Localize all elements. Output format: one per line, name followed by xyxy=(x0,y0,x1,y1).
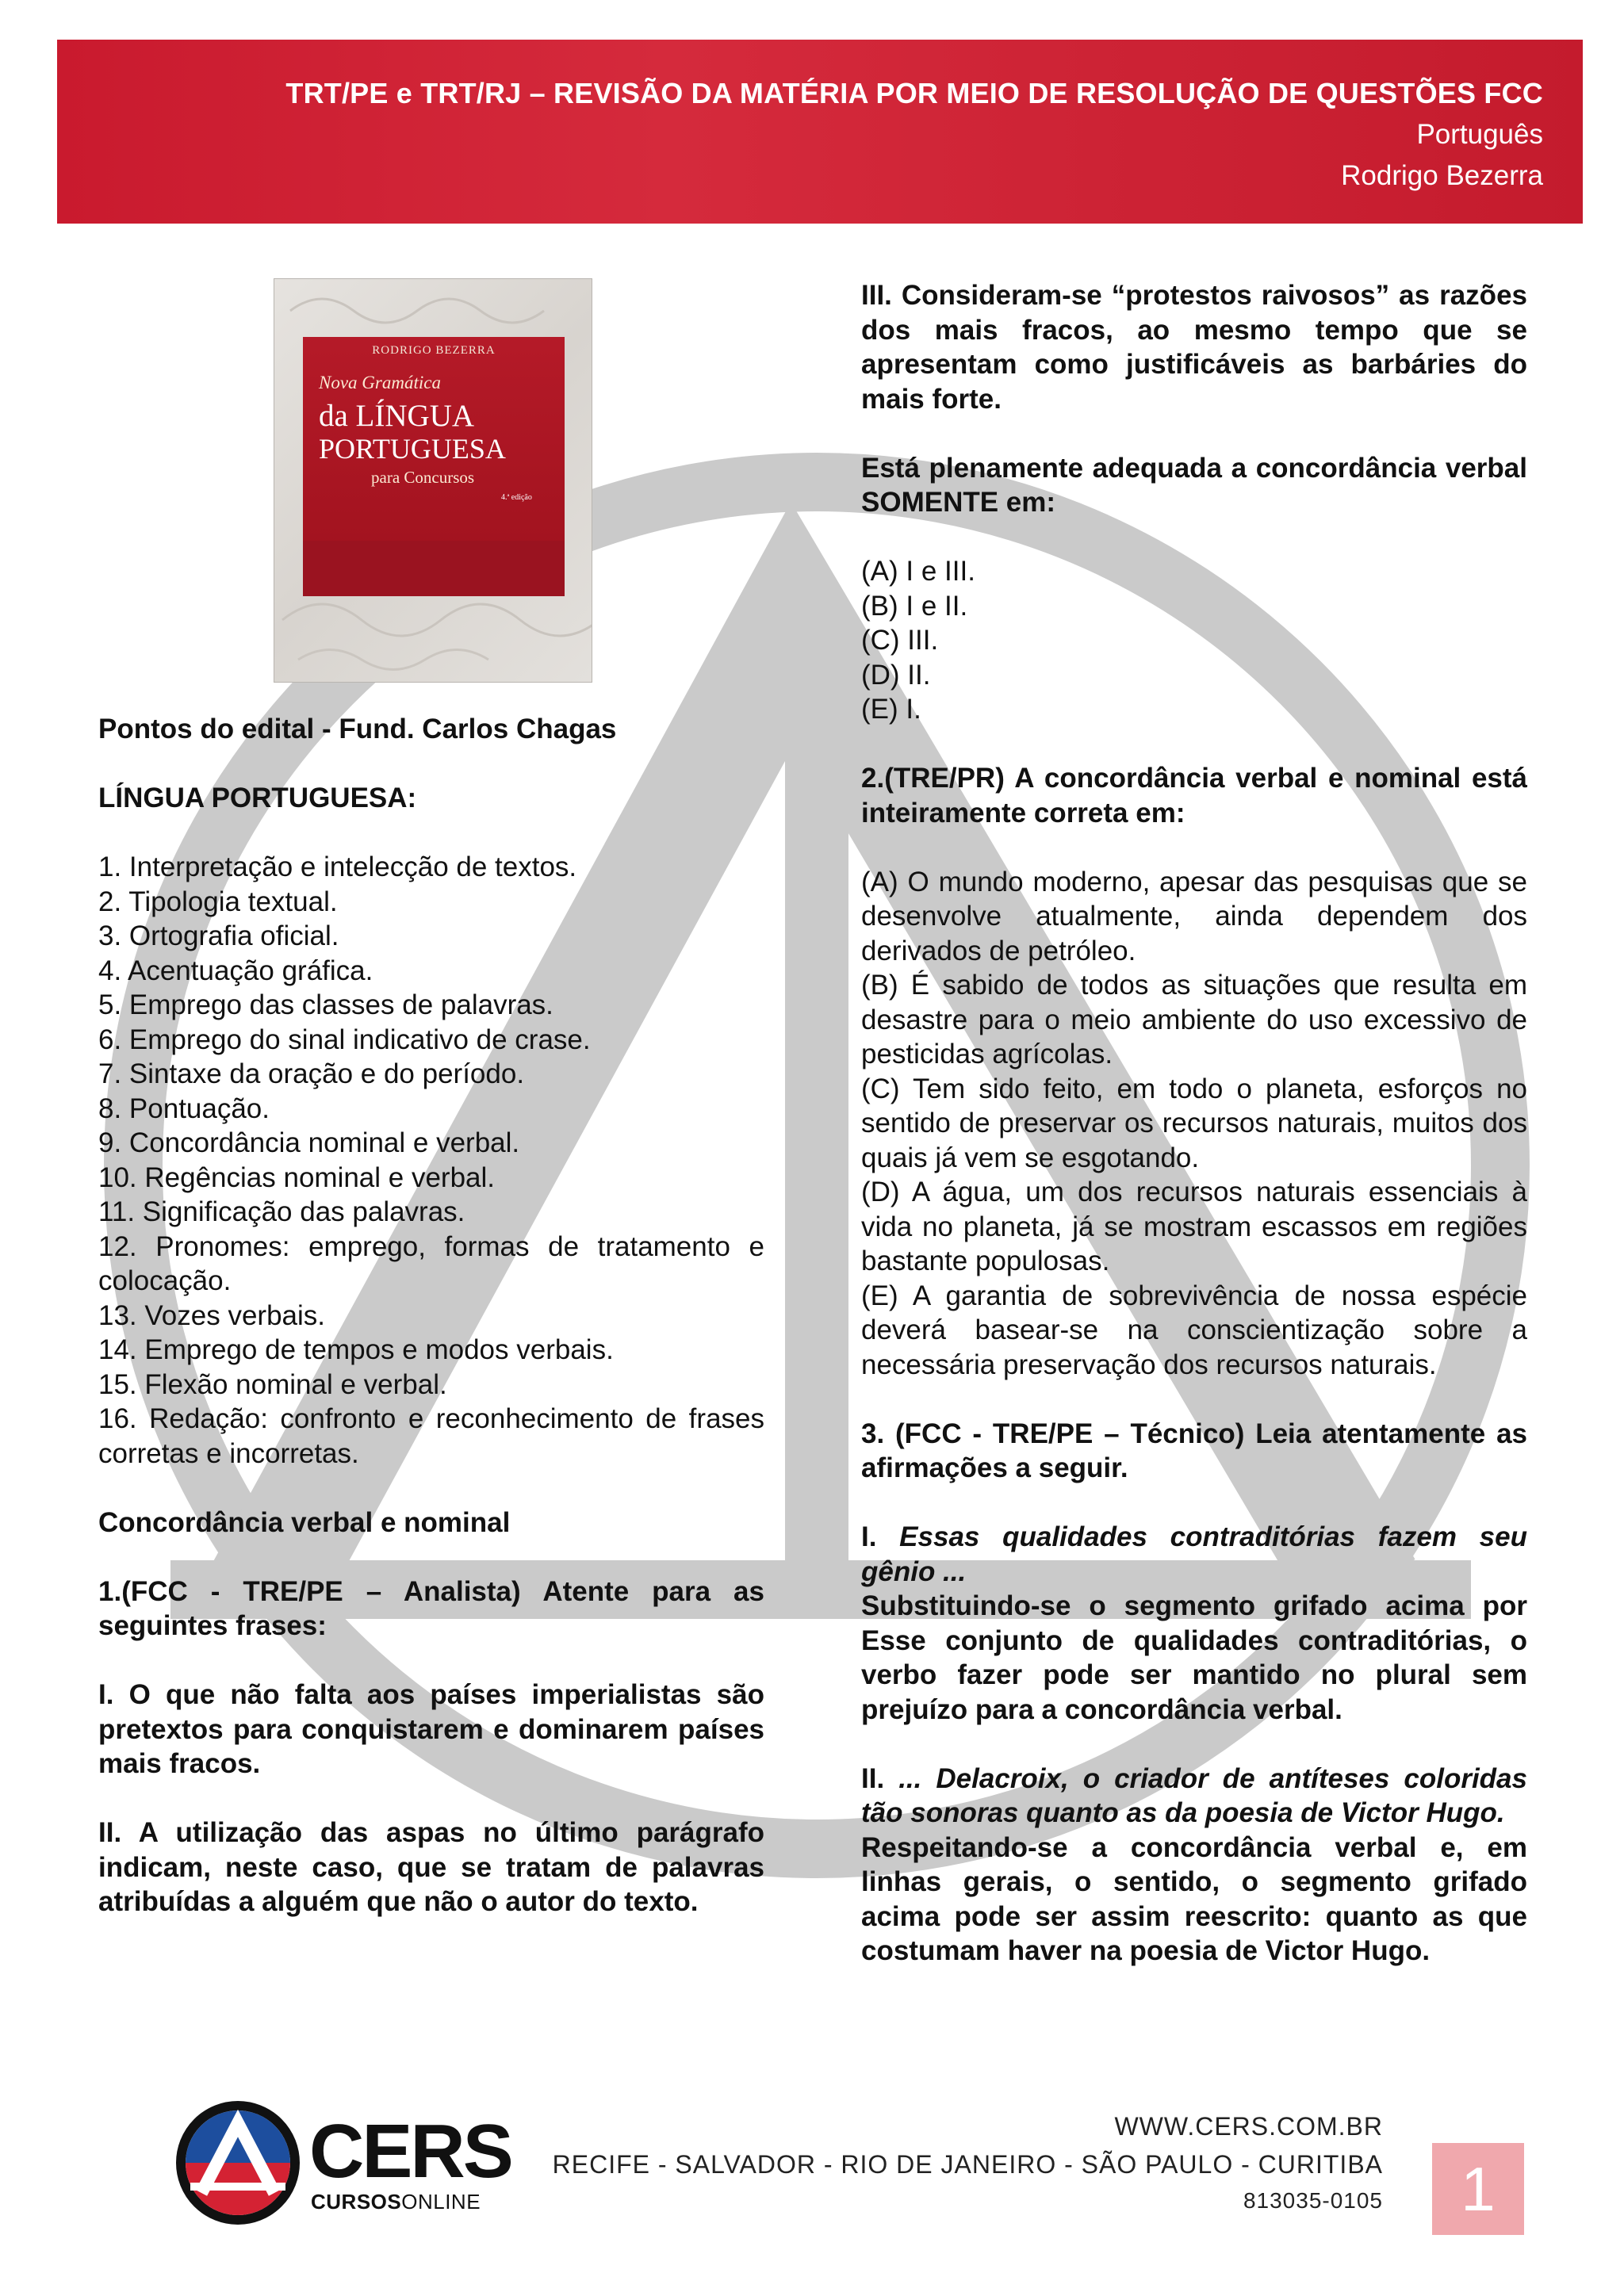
book-edition: 4.ª edição xyxy=(501,493,532,502)
list-item: 10. Regências nominal e verbal. xyxy=(98,1161,496,1193)
footer-brand: CERS xyxy=(309,2109,511,2194)
question-1-option: (A) I e III. xyxy=(861,556,975,587)
cover-blurb-box xyxy=(303,541,565,596)
book-title-line4: para Concursos xyxy=(371,468,475,487)
question-2-option-e: (E) A garantia de sobrevivência de nossa espécie deverá basear-se na conscientização sobre a necessária preservação dos recursos naturais. xyxy=(861,1280,1527,1380)
edital-list xyxy=(98,850,764,1471)
question-1-statement-ii: II. A utilização das aspas no último parágrafo indicam, neste caso, que se tratam de palavras atribuídas a alguém que não o autor do texto. xyxy=(98,1817,764,1917)
question-2-option-b: (B) É sabido de todos as situações que resulta em desastre para o meio ambiente do uso excessivo de pesticidas agrícolas. xyxy=(861,970,1527,1070)
question-1-option: (B) I e II. xyxy=(861,590,968,622)
header-title: TRT/PE e TRT/RJ – REVISÃO DA MATÉRIA POR MEIO DE RESOLUÇÃO DE QUESTÕES FCC xyxy=(285,77,1543,109)
question-1-option: (D) II. xyxy=(861,659,931,691)
statement-label: II. xyxy=(861,1762,899,1794)
list-item: 16. Redação: confronto e reconhecimento de frases corretas e incorretas. xyxy=(98,1403,764,1469)
underlined-segment: Essas qualidades contraditórias fazem seu gênio ... xyxy=(861,1521,1527,1587)
list-item: 6. Emprego do sinal indicativo de crase. xyxy=(98,1024,591,1055)
underlined-segment: ... Delacroix, o criador de antíteses coloridas tão sonoras quanto as da poesia de Victor Hugo. xyxy=(861,1762,1527,1828)
list-item: 7. Sintaxe da oração e do período. xyxy=(98,1058,525,1089)
list-item: 4. Acentuação gráfica. xyxy=(98,955,373,986)
question-1-prompt: 1.(FCC - TRE/PE – Analista) Atente para as seguintes frases: xyxy=(98,1575,764,1641)
left-column xyxy=(98,712,764,1919)
section-heading: LÍNGUA PORTUGUESA: xyxy=(98,783,417,813)
list-item: 14. Emprego de tempos e modos verbais. xyxy=(98,1334,614,1365)
list-item: 5. Emprego das classes de palavras. xyxy=(98,989,553,1020)
question-1-option: (C) III. xyxy=(861,625,939,656)
list-item: 8. Pontuação. xyxy=(98,1093,270,1124)
header-subject: Português xyxy=(1416,119,1543,150)
question-2-prompt: 2.(TRE/PR) A concordância verbal e nominal está inteiramente correta em: xyxy=(861,763,1527,828)
question-3-statement-ii-text: Respeitando-se a concordância verbal e, em linhas gerais, o sentido, o segmento grifado acima pode ser assim reescrito: quanto as que costumam haver na poesia de Victor Hugo. xyxy=(861,1831,1527,1966)
list-item: 3. Ortografia oficial. xyxy=(98,920,339,951)
list-item: 15. Flexão nominal e verbal. xyxy=(98,1368,447,1400)
book-title-line2: da LÍNGUA xyxy=(319,399,475,433)
question-2-option-d: (D) A água, um dos recursos naturais essenciais à vida no planeta, já se mostram escassos em regiões bastante populosas. xyxy=(861,1177,1527,1276)
cers-logo-icon xyxy=(174,2099,301,2226)
list-item: 12. Pronomes: emprego, formas de tratamento e colocação. xyxy=(98,1230,764,1296)
question-2-option-a: (A) O mundo moderno, apesar das pesquisas que se desenvolve atualmente, ainda dependem dos derivados de petróleo. xyxy=(861,866,1527,966)
statement-label: I. xyxy=(861,1521,900,1552)
question-3-statement-i xyxy=(861,1520,1527,1589)
page-number: 1 xyxy=(1432,2143,1524,2235)
list-item: 1. Interpretação e intelecção de textos. xyxy=(98,851,577,882)
topic-heading: Concordância verbal e nominal xyxy=(98,1506,511,1538)
question-1-statement-i: I. O que não falta aos países imperialistas são pretextos para conquistarem e dominarem países mais fracos. xyxy=(98,1679,764,1779)
list-item: 13. Vozes verbais. xyxy=(98,1299,325,1331)
question-3-statement-i-text: Substituindo-se o segmento grifado acima por Esse conjunto de qualidades contraditórias, o verbo fazer pode ser mantido no plural sem prejuízo para a concordância verbal. xyxy=(861,1590,1527,1725)
book-title-line3: PORTUGUESA xyxy=(319,433,506,465)
page-header xyxy=(57,40,1583,224)
header-author: Rodrigo Bezerra xyxy=(1341,160,1543,191)
footer-website[interactable]: WWW.CERS.COM.BR xyxy=(1114,2112,1383,2141)
list-item: 2. Tipologia textual. xyxy=(98,886,338,917)
footer-brand-sub: CURSOSONLINE xyxy=(311,2190,481,2214)
question-3-statement-ii xyxy=(861,1762,1527,1831)
question-1-option: (E) I. xyxy=(861,694,921,725)
right-column xyxy=(861,278,1527,1969)
book-cover-image xyxy=(274,278,592,683)
question-1-statement-iii: III. Consideram-se “protestos raivosos” as razões dos mais fracos, ao mesmo tempo que se apresentam como justificáveis as barbáries do mais forte. xyxy=(861,280,1527,415)
footer-cities: RECIFE - SALVADOR - RIO DE JANEIRO - SÃO PAULO - CURITIBA xyxy=(552,2150,1383,2179)
book-title-line1: Nova Gramática xyxy=(319,373,441,392)
list-item: 9. Concordância nominal e verbal. xyxy=(98,1127,520,1158)
book-author: RODRIGO BEZERRA xyxy=(372,344,496,357)
question-1-ask: Está plenamente adequada a concordância verbal SOMENTE em: xyxy=(861,452,1527,518)
footer-phone: 813035-0105 xyxy=(1243,2188,1383,2213)
question-3-prompt: 3. (FCC - TRE/PE – Técnico) Leia atentamente as afirmações a seguir. xyxy=(861,1418,1527,1483)
question-2-option-c: (C) Tem sido feito, em todo o planeta, esforços no sentido de preservar os recursos naturais, muitos dos quais já vem se esgotando. xyxy=(861,1073,1527,1173)
list-item: 11. Significação das palavras. xyxy=(98,1196,465,1227)
edital-heading: Pontos do edital - Fund. Carlos Chagas xyxy=(98,714,617,744)
